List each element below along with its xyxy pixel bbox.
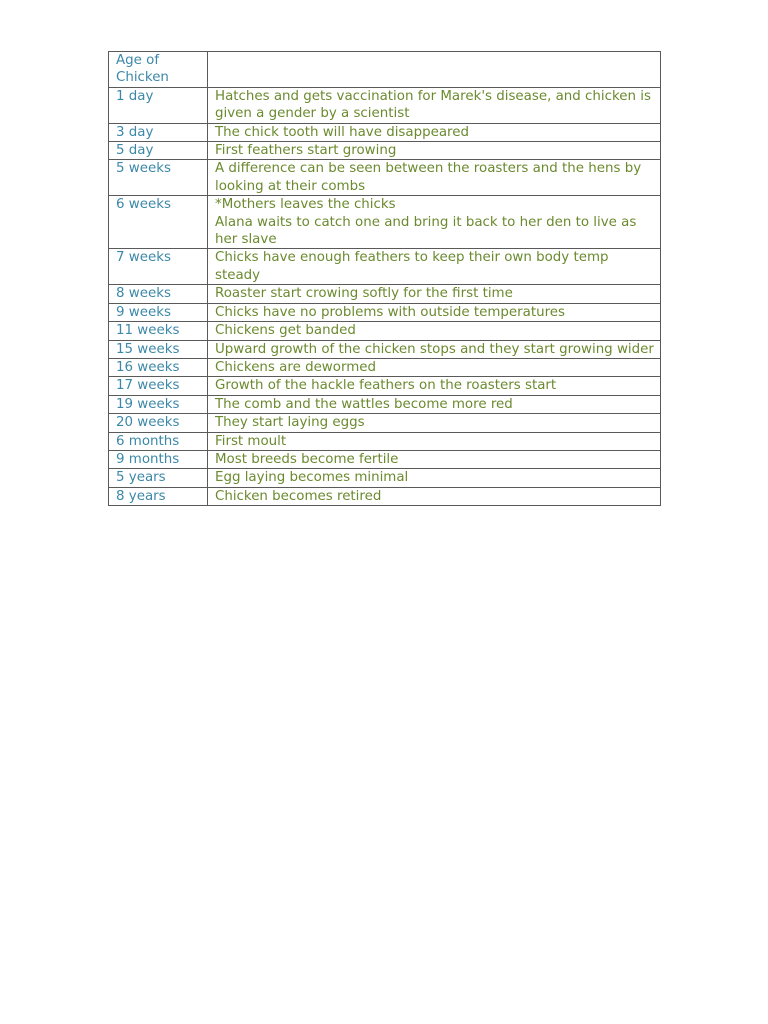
table-row	[109, 487, 661, 505]
age-cell: 19 weeks	[109, 395, 208, 413]
event-cell: First moult	[208, 432, 661, 450]
event-cell: A difference can be seen between the roasters and the hens by looking at their combs	[208, 160, 661, 196]
age-cell: 17 weeks	[109, 377, 208, 395]
table-header-row	[109, 52, 661, 88]
age-cell: 15 weeks	[109, 340, 208, 358]
age-cell: 7 weeks	[109, 249, 208, 285]
age-cell: 6 months	[109, 432, 208, 450]
age-cell: 5 years	[109, 469, 208, 487]
age-cell: 16 weeks	[109, 358, 208, 376]
event-cell: Most breeds become fertile	[208, 450, 661, 468]
header-event-cell	[208, 52, 661, 88]
event-cell: Chicks have enough feathers to keep their own body temp steady	[208, 249, 661, 285]
age-cell: 9 weeks	[109, 303, 208, 321]
age-cell: 8 weeks	[109, 285, 208, 303]
event-cell: Egg laying becomes minimal	[208, 469, 661, 487]
age-cell: 9 months	[109, 450, 208, 468]
table-row	[109, 432, 661, 450]
age-cell: 6 weeks	[109, 196, 208, 249]
table-row	[109, 469, 661, 487]
event-cell: Chickens get banded	[208, 322, 661, 340]
table-row	[109, 196, 661, 249]
age-cell: 5 weeks	[109, 160, 208, 196]
table-row	[109, 160, 661, 196]
event-cell: Hatches and gets vaccination for Marek's disease, and chicken is given a gender by a scientist	[208, 87, 661, 123]
event-cell: Chickens are dewormed	[208, 358, 661, 376]
table-row	[109, 358, 661, 376]
event-cell: *Mothers leaves the chicks Alana waits to catch one and bring it back to her den to live as her slave	[208, 196, 661, 249]
age-cell: 20 weeks	[109, 414, 208, 432]
table-row	[109, 285, 661, 303]
event-cell: Growth of the hackle feathers on the roasters start	[208, 377, 661, 395]
event-cell: Roaster start crowing softly for the first time	[208, 285, 661, 303]
table-row	[109, 249, 661, 285]
age-cell: 8 years	[109, 487, 208, 505]
event-cell: They start laying eggs	[208, 414, 661, 432]
table-row	[109, 340, 661, 358]
age-cell: 3 day	[109, 123, 208, 141]
age-cell: 11 weeks	[109, 322, 208, 340]
event-cell: Chicks have no problems with outside temperatures	[208, 303, 661, 321]
table-row	[109, 303, 661, 321]
header-age-cell: Age of Chicken	[109, 52, 208, 88]
table-row	[109, 322, 661, 340]
table-row	[109, 395, 661, 413]
table-row	[109, 377, 661, 395]
event-cell: Chicken becomes retired	[208, 487, 661, 505]
table-row	[109, 87, 661, 123]
event-cell: The comb and the wattles become more red	[208, 395, 661, 413]
age-cell: 5 day	[109, 142, 208, 160]
chicken-timeline-table	[108, 51, 661, 506]
table-row	[109, 414, 661, 432]
age-cell: 1 day	[109, 87, 208, 123]
table-row	[109, 450, 661, 468]
event-cell: The chick tooth will have disappeared	[208, 123, 661, 141]
event-cell: Upward growth of the chicken stops and they start growing wider	[208, 340, 661, 358]
table-row	[109, 123, 661, 141]
table-body	[109, 52, 661, 506]
table-row	[109, 142, 661, 160]
event-cell: First feathers start growing	[208, 142, 661, 160]
